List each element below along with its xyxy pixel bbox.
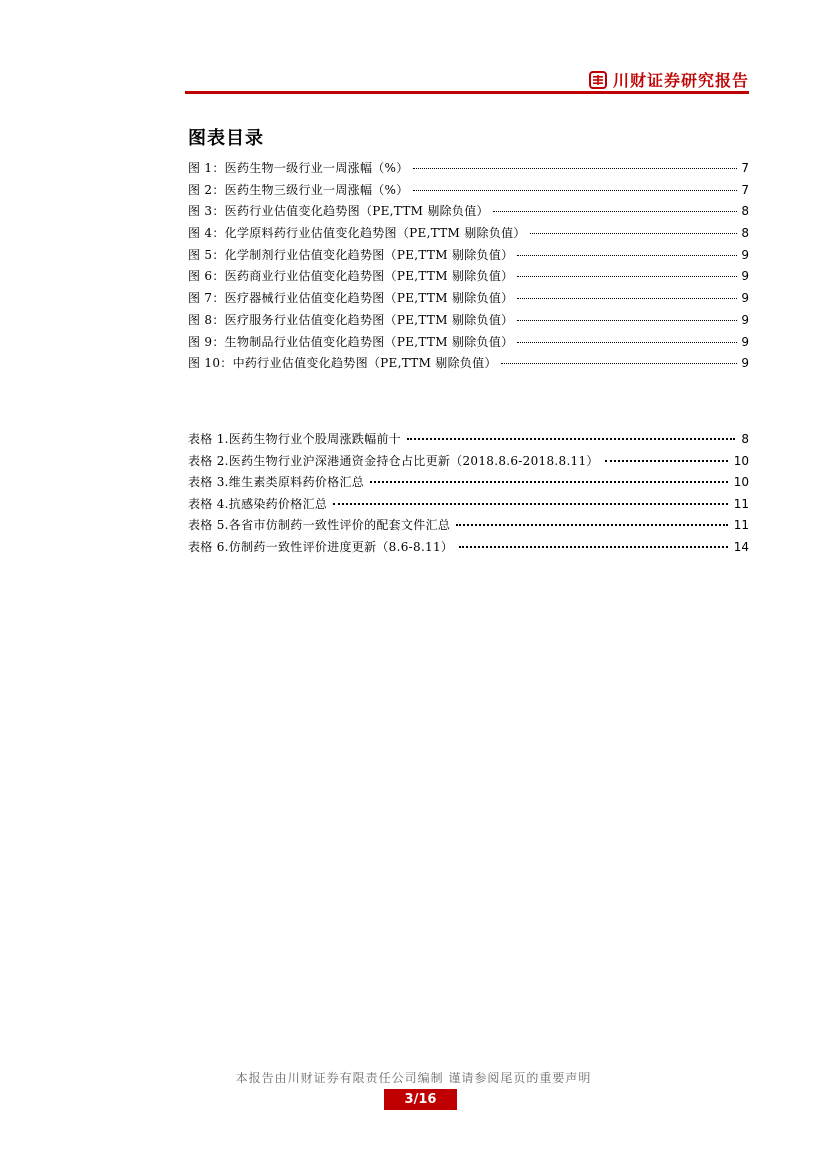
section-title: 图表目录 [188, 128, 264, 149]
toc-figure-entry[interactable] [188, 352, 749, 374]
toc-leader [407, 424, 735, 440]
toc-entry-label: 图 8：医疗服务行业估值变化趋势图（PE,TTM 剔除负值） [188, 312, 514, 327]
toc-leader [413, 176, 738, 191]
toc-entry-page: 8 [741, 204, 749, 219]
toc-leader [517, 328, 737, 343]
report-header [185, 64, 749, 94]
brand-name: 川财证券研究报告 [612, 71, 749, 90]
toc-entry-page: 9 [741, 356, 749, 371]
toc-entry-page: 9 [741, 247, 749, 262]
footer-disclaimer: 本报告由川财证券有限责任公司编制 谨请参阅尾页的重要声明 [235, 1071, 592, 1085]
toc-entry-page: 9 [741, 334, 749, 349]
toc-leader [517, 284, 737, 299]
toc-entry-page: 10 [733, 475, 749, 490]
toc-entry-label: 表格 3.维生素类原料药价格汇总 [188, 475, 365, 490]
table-list [188, 427, 749, 557]
company-logo-icon [589, 71, 607, 89]
toc-entry-label: 图 5：化学制剂行业估值变化趋势图（PE,TTM 剔除负值） [188, 247, 514, 262]
toc-leader [456, 510, 728, 526]
toc-entry-page: 9 [741, 312, 749, 327]
toc-leader [493, 197, 738, 212]
toc-entry-label: 图 7：医疗器械行业估值变化趋势图（PE,TTM 剔除负值） [188, 291, 514, 306]
toc-entry-page: 8 [741, 432, 749, 446]
toc-entry-page: 9 [741, 269, 749, 284]
toc-entry-label: 表格 4.抗感染药价格汇总 [188, 496, 328, 511]
toc-leader [605, 446, 728, 462]
toc-entry-label: 表格 6.仿制药一致性评价进度更新（8.6-8.11） [188, 539, 454, 554]
toc-entry-label: 表格 2.医药生物行业沪深港通资金持仓占比更新（2018.8.6-2018.8.11） [188, 453, 599, 468]
header-rule [185, 91, 749, 94]
toc-entry-label: 图 3：医药行业估值变化趋势图（PE,TTM 剔除负值） [188, 204, 489, 219]
toc-entry-page: 7 [741, 182, 749, 197]
toc-leader [501, 349, 738, 364]
toc-leader [517, 306, 737, 321]
toc-entry-page: 11 [733, 496, 749, 511]
toc-leader [459, 532, 727, 548]
toc-leader [333, 489, 728, 505]
toc-leader [517, 262, 737, 277]
toc-entry-label: 图 6：医药商业行业估值变化趋势图（PE,TTM 剔除负值） [188, 269, 514, 284]
toc-entry-label: 图 9：生物制品行业估值变化趋势图（PE,TTM 剔除负值） [188, 334, 514, 349]
toc-entry-page: 10 [733, 453, 749, 468]
figure-list [188, 157, 749, 374]
toc-leader [517, 241, 737, 256]
toc-entry-label: 图 2：医药生物三级行业一周涨幅（%） [188, 182, 409, 197]
brand [589, 68, 749, 91]
toc-entry-page: 8 [741, 226, 749, 241]
toc-entry-label: 图 10：中药行业估值变化趋势图（PE,TTM 剔除负值） [188, 356, 497, 371]
toc-entry-page: 14 [733, 539, 749, 554]
toc-leader [413, 154, 738, 169]
toc-leader [530, 219, 738, 234]
toc-entry-page: 7 [741, 161, 749, 175]
toc-entry-label: 表格 5.各省市仿制药一致性评价的配套文件汇总 [188, 518, 451, 533]
toc-entry-label: 图 1：医药生物一级行业一周涨幅（%） [188, 161, 409, 175]
toc-entry-label: 图 4：化学原料药行业估值变化趋势图（PE,TTM 剔除负值） [188, 226, 526, 241]
toc-entry-label: 表格 1.医药生物行业个股周涨跌幅前十 [188, 432, 401, 446]
toc-entry-page: 11 [733, 518, 749, 533]
page-number-badge: 3/16 [384, 1089, 457, 1110]
toc-table-entry[interactable] [188, 535, 749, 557]
toc-entry-page: 9 [741, 291, 749, 306]
toc-leader [370, 467, 728, 483]
